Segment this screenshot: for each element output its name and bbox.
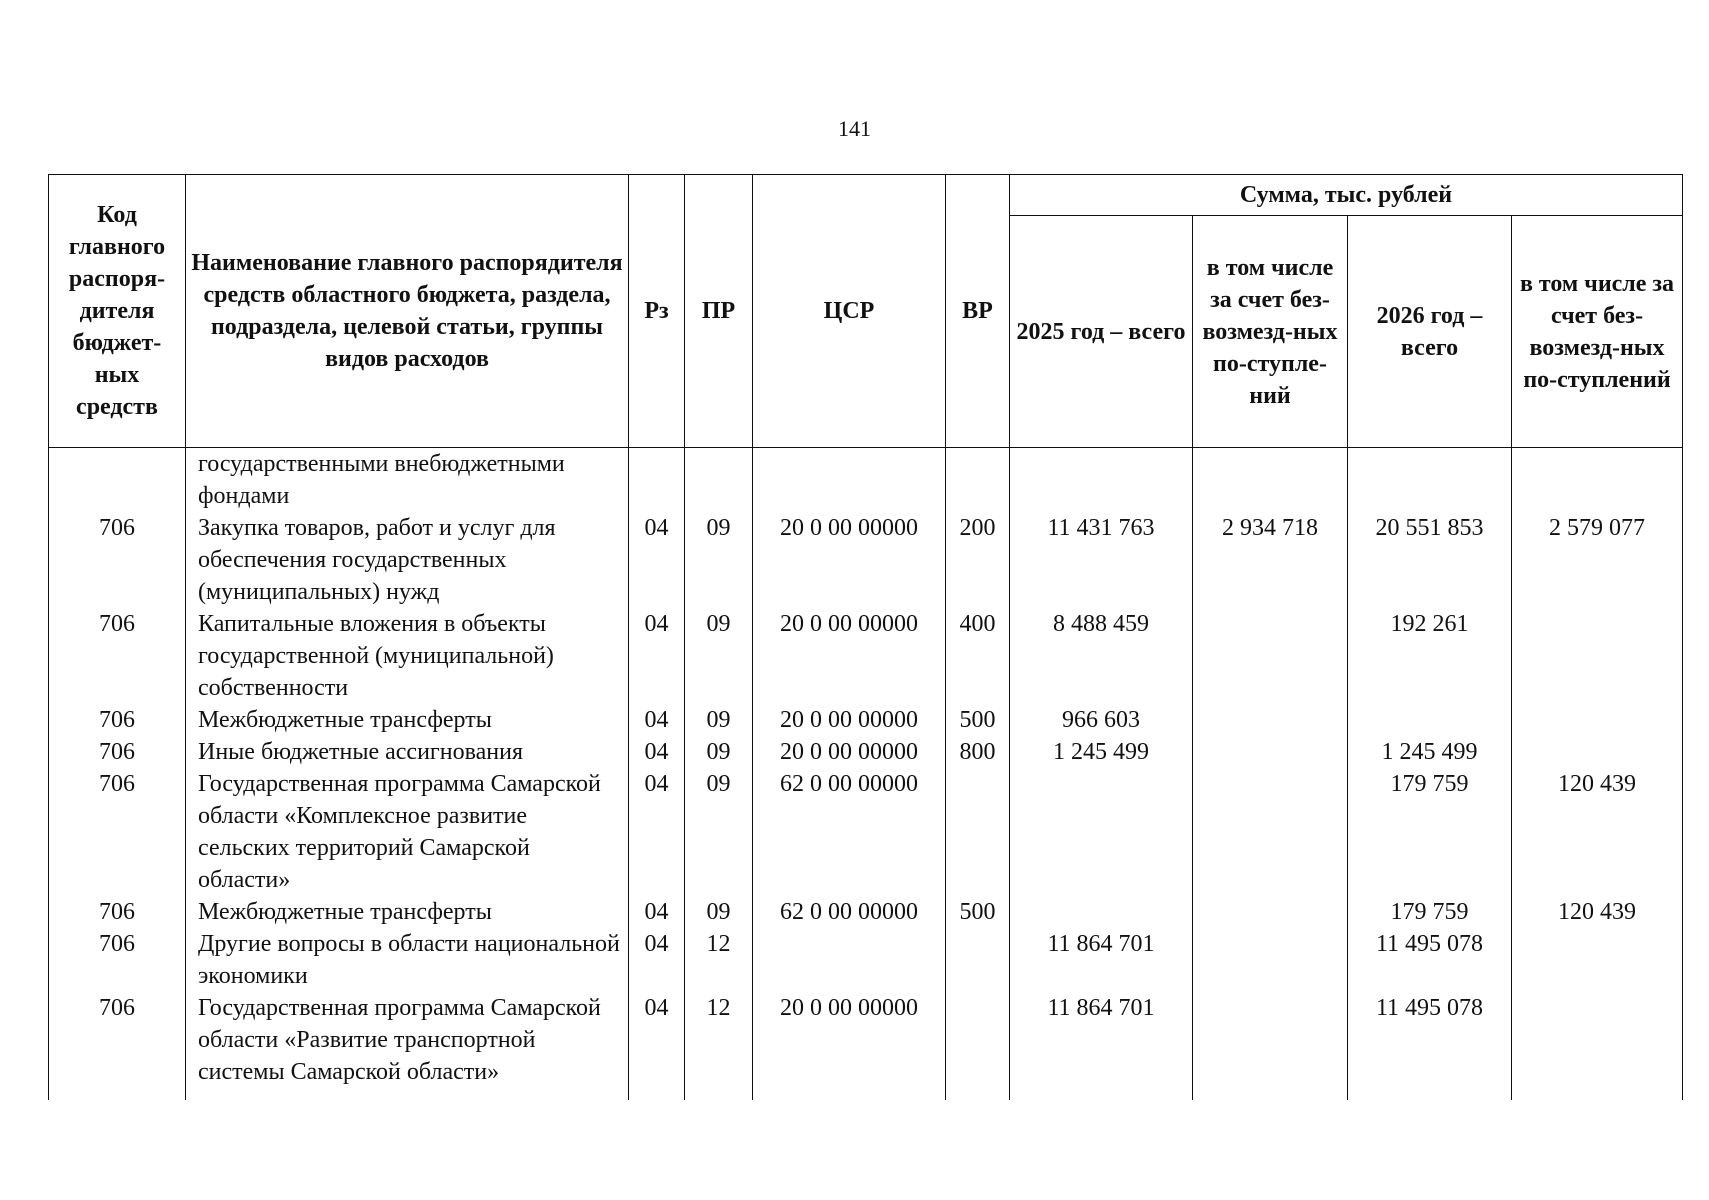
- header-rz: Рз: [629, 175, 685, 448]
- cell-csr: 20 0 00 00000: [753, 512, 946, 608]
- cell-2025-total: 1 245 499: [1010, 736, 1193, 768]
- cell-name: Закупка товаров, работ и услуг для обеспечения государственных (муниципальных) нужд: [186, 512, 629, 608]
- table-row: [49, 704, 1683, 736]
- cell-vr: 500: [946, 896, 1010, 928]
- cell-code: 706: [49, 512, 186, 608]
- cell-2025-total: 8 488 459: [1010, 608, 1193, 704]
- cell-vr: 400: [946, 608, 1010, 704]
- cell-name: Другие вопросы в области национальной экономики: [186, 928, 629, 992]
- table-row: [49, 992, 1683, 1100]
- cell-csr: 62 0 00 00000: [753, 896, 946, 928]
- cell-pr: 09: [685, 896, 753, 928]
- cell-rz: 04: [629, 512, 685, 608]
- cell-code: 706: [49, 768, 186, 896]
- cell-2026-grants: 120 439: [1512, 896, 1683, 928]
- header-2026-grants: в том числе за счет без-возмезд-ных по-ступлений: [1512, 216, 1683, 448]
- cell-name: Межбюджетные трансферты: [186, 704, 629, 736]
- cell-csr: [753, 448, 946, 513]
- cell-2026-total: 1 245 499: [1348, 736, 1512, 768]
- cell-2025-grants: 2 934 718: [1193, 512, 1348, 608]
- cell-rz: [629, 448, 685, 513]
- cell-2026-grants: [1512, 448, 1683, 513]
- cell-2026-grants: 2 579 077: [1512, 512, 1683, 608]
- cell-rz: 04: [629, 704, 685, 736]
- budget-table: [48, 174, 1683, 1100]
- cell-2025-grants: [1193, 448, 1348, 513]
- cell-2026-grants: [1512, 992, 1683, 1100]
- cell-2026-total: 179 759: [1348, 896, 1512, 928]
- cell-csr: 20 0 00 00000: [753, 608, 946, 704]
- cell-2026-total: 192 261: [1348, 608, 1512, 704]
- header-csr: ЦСР: [753, 175, 946, 448]
- cell-csr: 62 0 00 00000: [753, 768, 946, 896]
- cell-code: [49, 448, 186, 513]
- cell-pr: 12: [685, 928, 753, 992]
- table-header: [49, 175, 1683, 448]
- cell-2025-total: 11 864 701: [1010, 992, 1193, 1100]
- header-2025-grants: в том числе за счет без-возмезд-ных по-ступле-ний: [1193, 216, 1348, 448]
- cell-pr: 09: [685, 736, 753, 768]
- cell-name: Капитальные вложения в объекты государственной (муниципальной) собственности: [186, 608, 629, 704]
- cell-2026-grants: [1512, 608, 1683, 704]
- cell-vr: 500: [946, 704, 1010, 736]
- cell-code: 706: [49, 704, 186, 736]
- cell-code: 706: [49, 928, 186, 992]
- page-number: 141: [838, 116, 871, 141]
- cell-2025-grants: [1193, 608, 1348, 704]
- cell-vr: 800: [946, 736, 1010, 768]
- cell-csr: 20 0 00 00000: [753, 704, 946, 736]
- cell-2025-grants: [1193, 736, 1348, 768]
- cell-vr: [946, 992, 1010, 1100]
- cell-csr: [753, 928, 946, 992]
- cell-2025-total: 966 603: [1010, 704, 1193, 736]
- cell-2025-grants: [1193, 704, 1348, 736]
- table-row: [49, 448, 1683, 513]
- cell-2026-total: 179 759: [1348, 768, 1512, 896]
- cell-name: Межбюджетные трансферты: [186, 896, 629, 928]
- header-2026-total: 2026 год – всего: [1348, 216, 1512, 448]
- cell-2026-total: [1348, 448, 1512, 513]
- cell-name: Государственная программа Самарской области «Комплексное развитие сельских территорий Самарской области»: [186, 768, 629, 896]
- cell-code: 706: [49, 736, 186, 768]
- cell-2026-total: 11 495 078: [1348, 992, 1512, 1100]
- cell-pr: 09: [685, 608, 753, 704]
- cell-2026-grants: [1512, 704, 1683, 736]
- table-row: [49, 608, 1683, 704]
- cell-csr: 20 0 00 00000: [753, 736, 946, 768]
- table-body: [49, 448, 1683, 1101]
- table-row: [49, 512, 1683, 608]
- cell-2026-grants: [1512, 736, 1683, 768]
- cell-2026-total: [1348, 704, 1512, 736]
- cell-2025-grants: [1193, 992, 1348, 1100]
- cell-2025-total: [1010, 448, 1193, 513]
- cell-vr: 200: [946, 512, 1010, 608]
- cell-2025-grants: [1193, 768, 1348, 896]
- header-name: Наименование главного распорядителя средств областного бюджета, раздела, подраздела, целевой статьи, группы видов расходов: [186, 175, 629, 448]
- cell-2026-grants: [1512, 928, 1683, 992]
- cell-2025-grants: [1193, 896, 1348, 928]
- cell-code: 706: [49, 608, 186, 704]
- cell-2026-total: 11 495 078: [1348, 928, 1512, 992]
- cell-rz: 04: [629, 608, 685, 704]
- header-pr: ПР: [685, 175, 753, 448]
- cell-rz: 04: [629, 736, 685, 768]
- cell-vr: [946, 448, 1010, 513]
- header-2025-total: 2025 год – всего: [1010, 216, 1193, 448]
- cell-2025-total: [1010, 768, 1193, 896]
- cell-rz: 04: [629, 768, 685, 896]
- header-vr: ВР: [946, 175, 1010, 448]
- cell-2025-grants: [1193, 928, 1348, 992]
- cell-rz: 04: [629, 896, 685, 928]
- cell-code: 706: [49, 992, 186, 1100]
- cell-rz: 04: [629, 928, 685, 992]
- cell-code: 706: [49, 896, 186, 928]
- cell-rz: 04: [629, 992, 685, 1100]
- cell-pr: 09: [685, 768, 753, 896]
- cell-name: государственными внебюджетными фондами: [186, 448, 629, 513]
- cell-pr: 09: [685, 512, 753, 608]
- cell-pr: [685, 448, 753, 513]
- cell-vr: [946, 768, 1010, 896]
- cell-pr: 09: [685, 704, 753, 736]
- header-sum-group: Сумма, тыс. рублей: [1010, 175, 1683, 216]
- table-row: [49, 736, 1683, 768]
- cell-2025-total: 11 431 763: [1010, 512, 1193, 608]
- cell-2026-grants: 120 439: [1512, 768, 1683, 896]
- cell-name: Иные бюджетные ассигнования: [186, 736, 629, 768]
- table-row: [49, 928, 1683, 992]
- cell-2025-total: [1010, 896, 1193, 928]
- cell-2025-total: 11 864 701: [1010, 928, 1193, 992]
- cell-name: Государственная программа Самарской области «Развитие транспортной системы Самарской области»: [186, 992, 629, 1100]
- cell-vr: [946, 928, 1010, 992]
- table-row: [49, 768, 1683, 896]
- cell-2026-total: 20 551 853: [1348, 512, 1512, 608]
- header-code: Код главного распоря-дителя бюджет-ных средств: [49, 175, 186, 448]
- cell-pr: 12: [685, 992, 753, 1100]
- cell-csr: 20 0 00 00000: [753, 992, 946, 1100]
- table-row: [49, 896, 1683, 928]
